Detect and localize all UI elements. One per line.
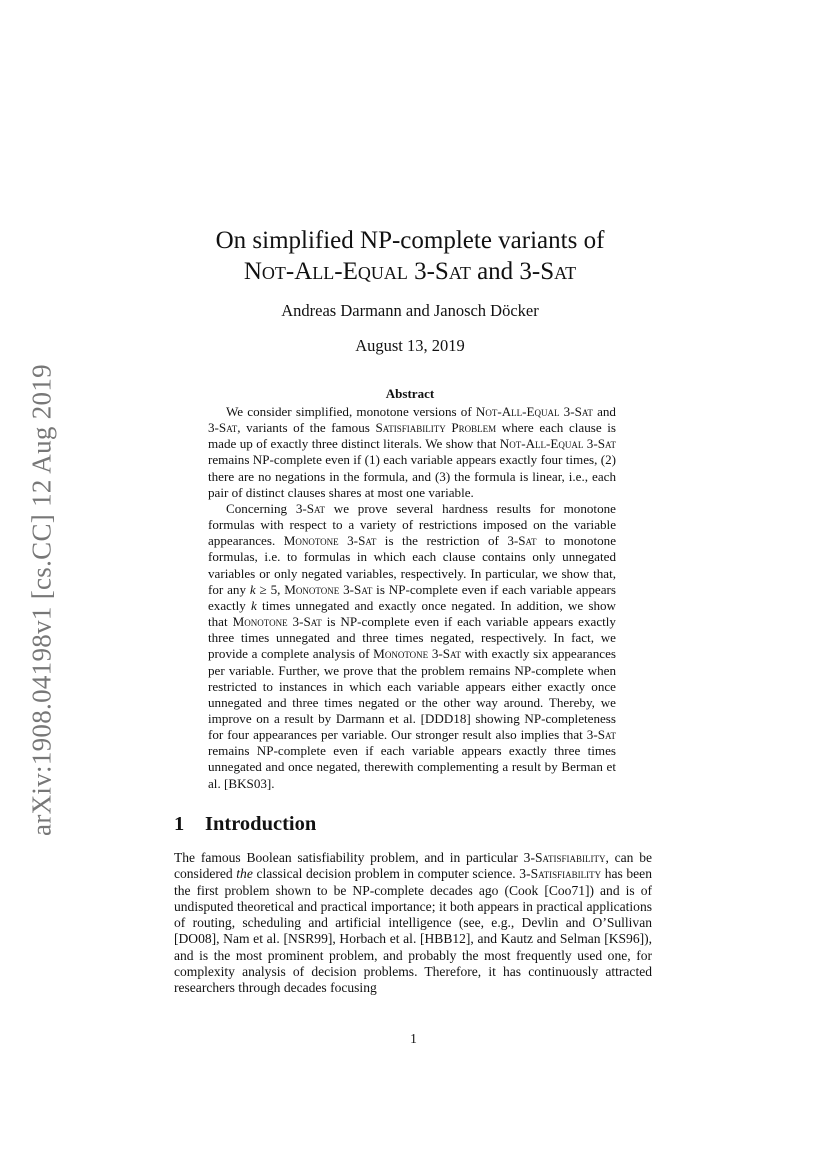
abstract-paragraph-2: Concerning 3-Sat we prove several hardness results for monotone formulas with respect to a variety of restrictions imposed on the variable appearances. Monotone 3-Sat is the restriction of 3-Sat to monotone formulas, i.e. to formulas in which each clause contains only unnegated variables or only negated variables, respectively. In particular, we show that, for any k ≥ 5, Monotone 3-Sat is NP-complete even if each variable appears exactly k times unnegated and exactly once negated. In addition, we show that Monotone 3-Sat is NP-complete even if each variable appears exactly three times unnegated and three times negated, respectively. In fact, we provide a complete analysis of Monotone 3-Sat with exactly six appearances per variable. Further, we prove that the problem remains NP-complete when restricted to instances in which each variable appears either exactly once unnegated and three times negated or the other way around. Thereby, we improve on a result by Darmann et al. [DDD18] showing NP-completeness for four appearances per variable. Our stronger result also implies that 3-Sat remains NP-complete even if each variable appears exactly three times unnegated and once negated, therewith complementing a result by Berman et al. [BKS03]. <box>208 500 617 791</box>
page-number: 1 <box>410 1031 417 1046</box>
title-text-a: 3- <box>407 258 435 285</box>
title-line-1: On simplified NP-complete variants of <box>215 227 605 254</box>
title-sat-term-1: Sat <box>434 258 471 285</box>
abstract-heading: Abstract <box>385 386 435 401</box>
section-heading-introduction <box>174 813 316 836</box>
introduction-body <box>174 850 652 997</box>
title-line-2 <box>170 256 650 287</box>
author-list: Andreas Darmann and Janosch Döcker <box>281 301 539 320</box>
title-text-b: and 3- <box>470 258 541 285</box>
arxiv-identifier[interactable]: arXiv:1908.04198v1 [cs.CC] 12 Aug 2019 <box>26 364 57 836</box>
section-number: 1 <box>174 813 185 835</box>
abstract-paragraph-1: We consider simplified, monotone versions of Not-All-Equal 3-Sat and 3-Sat, variants of the famous Satisfiability Problem where each clause is made up of exactly three distinct literals. We show that Not-All-Equal 3-Sat remains NP-complete even if (1) each variable appears exactly four times, (2) there are no negations in the formula, and (3) the formula is linear, i.e., each pair of distinct clauses shares at most one variable. <box>208 404 617 500</box>
paper-title <box>170 225 650 287</box>
abstract-body <box>208 404 616 792</box>
publication-date: August 13, 2019 <box>355 336 465 355</box>
section-title: Introduction <box>205 813 317 835</box>
title-nae-term: Not-All-Equal <box>243 258 408 285</box>
title-sat-term-2: Sat <box>540 258 577 285</box>
intro-paragraph: The famous Boolean satisfiability problem, and in particular 3-Satisfiability, can be considered the classical decision problem in computer science. 3-Satisfiability has been the first problem shown to be NP-complete decades ago (Cook [Coo71]) and is of undisputed theoretical and practical importance; it both appears in practical applications of routing, scheduling and artificial intelligence (see, e.g., Devlin and O’Sullivan [DO08], Nam et al. [NSR99], Horbach et al. [HBB12], and Kautz and Selman [KS96]), and is the most prominent problem, and probably the most frequently used one, for complexity analysis of decision problems. Therefore, it has continuously attracted researchers through decades focusing <box>174 850 652 996</box>
